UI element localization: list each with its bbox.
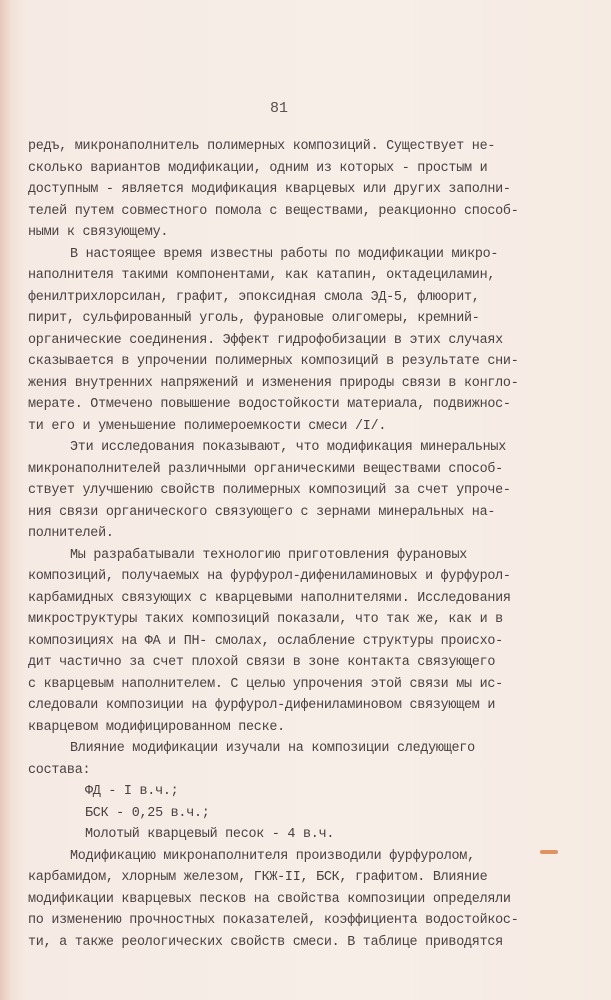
text-line: состава: <box>28 762 91 778</box>
text-line: следовали композиции на фурфурол-дифениламиновом связующем и <box>28 698 496 713</box>
paragraph <box>28 846 588 954</box>
text-line: ти, а также реологических свойств смеси. В таблице приводятся <box>28 934 503 950</box>
text-line: карбамидных связующих с кварцевыми наполнителями. Исследования <box>28 590 511 606</box>
text-line: карбамидом, хлорным железом, ГКЖ-II, БСК, графитом. Влияние <box>28 870 488 885</box>
body-text <box>28 136 588 953</box>
text-line: Эти исследования показывают, что модификация минеральных <box>70 440 506 455</box>
page-number: 81 <box>270 100 289 117</box>
text-line: В настоящее время известны работы по модификации микро- <box>70 246 499 262</box>
text-line: по изменению прочностных показателей, коэффициента водостойкос- <box>28 913 519 928</box>
text-line: органические соединения. Эффект гидрофобизации в этих случаях <box>28 332 503 348</box>
list-item: ФД - I в.ч.; <box>85 784 179 799</box>
text-line: Мы разрабатывали технологию приготовления фурановых <box>70 547 468 563</box>
paragraph <box>28 545 588 739</box>
list-item: БСК - 0,25 в.ч.; <box>85 805 210 821</box>
text-line: доступным - является модификация кварцевых или других заполни- <box>28 182 511 197</box>
text-line: редъ, микронаполнитель полимерных композиций. Существует не- <box>28 139 496 154</box>
paragraph <box>28 244 588 438</box>
text-line: с кварцевым наполнителем. С целью упрочения этой связи мы ис- <box>28 676 503 692</box>
composition-list <box>28 781 588 846</box>
list-item: Молотый кварцевый песок - 4 в.ч. <box>85 827 335 842</box>
text-line: мерате. Отмечено повышение водостойкости материала, подвижнос- <box>28 397 511 412</box>
text-line: телей путем совместного помола с веществами, реакционно способ- <box>28 203 519 219</box>
paragraph <box>28 136 588 244</box>
text-line: ствует улучшению свойств полимерных композиций за счет упроче- <box>28 483 511 498</box>
text-line: ти его и уменьшение полимероемкости смеси /I/. <box>28 418 387 434</box>
text-line: ния связи органического связующего с зернами минеральных на- <box>28 504 496 520</box>
text-line: модификации кварцевых песков на свойства композиции определяли <box>28 891 511 907</box>
text-line: жения внутренних напряжений и изменения природы связи в конгло- <box>28 375 519 391</box>
ink-mark <box>540 850 558 854</box>
text-line: микронаполнителей различными органическими веществами способ- <box>28 461 503 477</box>
text-line: дит частично за счет плохой связи в зоне контакта связующего <box>28 655 496 670</box>
text-line: микроструктуры таких композиций показали, что так же, как и в <box>28 612 503 627</box>
text-line: фенилтрихлорсилан, графит, эпоксидная смола ЭД-5, флюорит, <box>28 289 480 305</box>
text-line: ными к связующему. <box>28 225 169 240</box>
text-line: композициях на ФА и ПН- смолах, ослабление структуры происхо- <box>28 633 503 649</box>
text-line: полнителей. <box>28 526 114 541</box>
text-line: Влияние модификации изучали на композиции следующего <box>70 741 475 756</box>
text-line: композиций, получаемых на фурфурол-дифениламиновых и фурфурол- <box>28 569 511 584</box>
text-line: Модификацию микронаполнителя производили фурфуролом, <box>70 848 475 864</box>
text-line: кварцевом модифицированном песке. <box>28 719 285 735</box>
paragraph <box>28 437 588 545</box>
text-line: наполнителя такими компонентами, как катапин, октадециламин, <box>28 268 496 283</box>
paragraph <box>28 738 588 781</box>
text-line: сколько вариантов модификации, одним из которых - простым и <box>28 160 488 176</box>
text-line: сказывается в упрочении полимерных композиций в результате сни- <box>28 354 519 369</box>
text-line: пирит, сульфированный уголь, фурановые олигомеры, кремний- <box>28 311 480 326</box>
